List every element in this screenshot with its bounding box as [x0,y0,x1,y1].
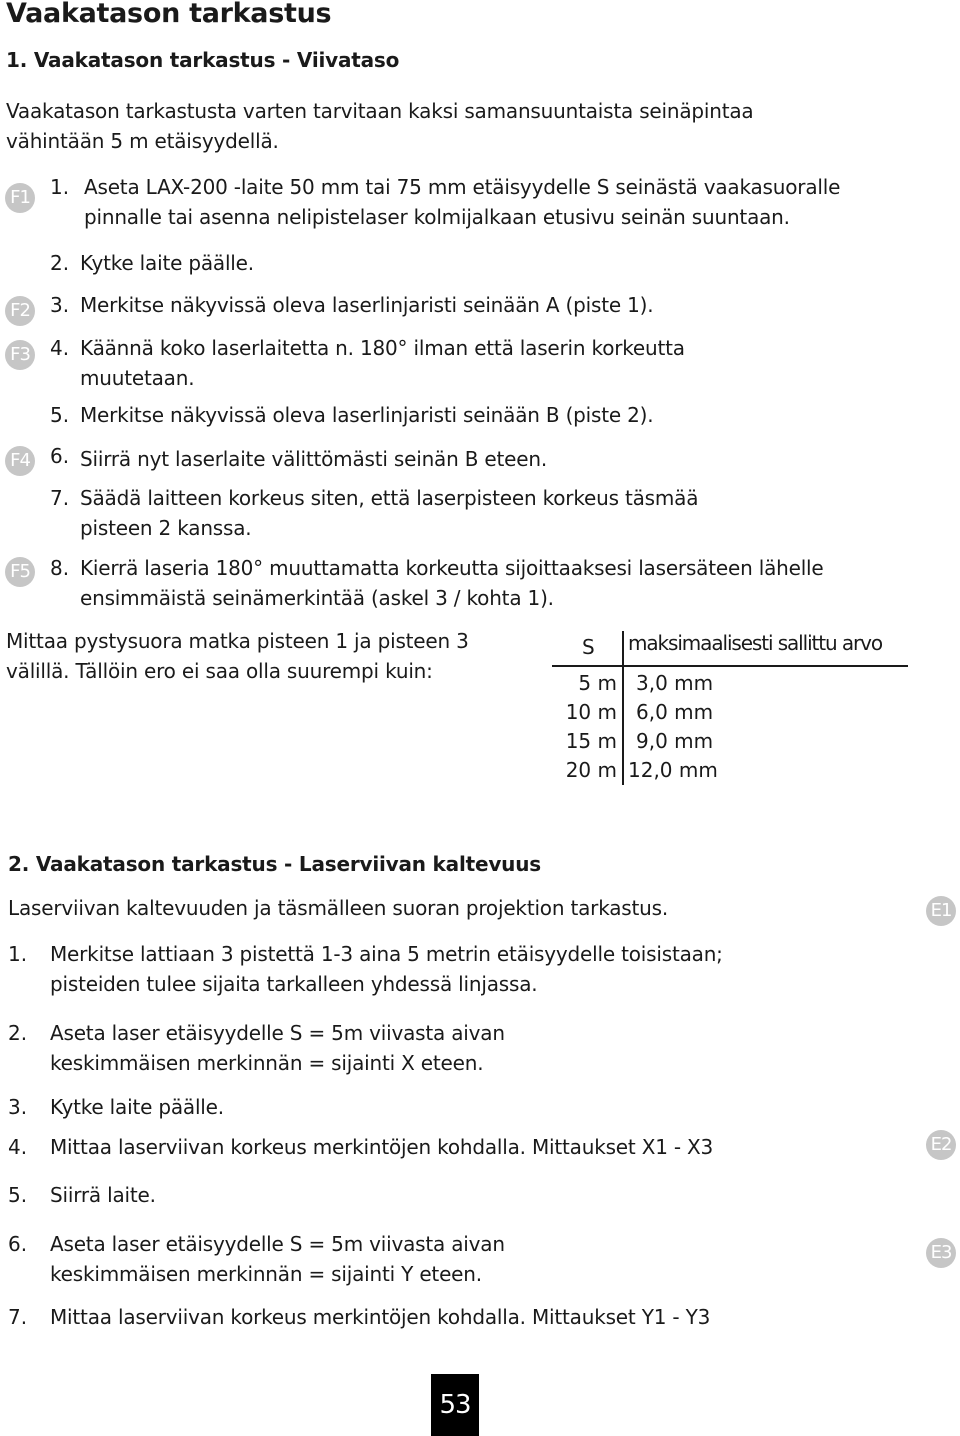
step-number: 8. [50,556,70,580]
step-number: 3. [50,293,70,317]
step-number: 5. [8,1183,28,1207]
table-cell-s: 20 m [565,758,617,782]
step-text: Kytke laite päälle. [50,1095,224,1119]
step-text: Siirrä laite. [50,1183,156,1207]
step-number: 3. [8,1095,28,1119]
step-number: 4. [8,1135,28,1159]
table-header-s: S [582,635,595,659]
step-text: Aseta laser etäisyydelle S = 5m viivasta aivan [50,1232,505,1256]
step-text: pinnalle tai asenna nelipistelaser kolmijalkaan etusivu seinän suuntaan. [84,205,790,229]
step-text: keskimmäisen merkinnän = sijainti X eteen. [50,1051,484,1075]
table-cell-s: 5 m [578,671,617,695]
step-number: 5. [50,403,70,427]
step-text: Kytke laite päälle. [80,251,254,275]
measure-instruction-line-2: välillä. Tällöin ero ei saa olla suurempi kuin: [6,659,433,683]
step-text: Mittaa laserviivan korkeus merkintöjen kohdalla. Mittaukset Y1 - Y3 [50,1305,711,1329]
step-text: Säädä laitteen korkeus siten, että laserpisteen korkeus täsmää [80,486,699,510]
figure-ref-badge-e1: E1 [926,896,956,926]
step-number: 6. [8,1232,28,1256]
step-text: Kierrä laseria 180° muuttamatta korkeutta sijoittaaksesi lasersäteen lähelle [80,556,824,580]
figure-ref-badge-f2: F2 [5,296,35,326]
step-text: muutetaan. [80,366,195,390]
section-1-heading: 1. Vaakatason tarkastus - Viivataso [6,48,400,72]
figure-ref-badge-e2: E2 [926,1130,956,1160]
figure-ref-badge-f3: F3 [5,340,35,370]
figure-ref-badge-f1: F1 [5,183,35,213]
figure-ref-badge-f5: F5 [5,557,35,587]
table-header-max: maksimaalisesti sallittu arvo [628,631,883,655]
figure-ref-badge-e3: E3 [926,1238,956,1268]
step-number: 7. [8,1305,28,1329]
table-cell-s: 10 m [565,700,617,724]
step-text: pisteiden tulee sijaita tarkalleen yhdessä linjassa. [50,972,538,996]
step-number: 4. [50,336,70,360]
measure-instruction-line-1: Mittaa pystysuora matka pisteen 1 ja pisteen 3 [6,629,469,653]
table-cell-s: 15 m [565,729,617,753]
step-text: Merkitse näkyvissä oleva laserlinjaristi seinään A (piste 1). [80,293,654,317]
step-number: 2. [8,1021,28,1045]
section-1-intro-line-2: vähintään 5 m etäisyydellä. [6,129,279,153]
step-number: 1. [8,942,28,966]
step-number: 7. [50,486,70,510]
step-text: Siirrä nyt laserlaite välittömästi seinän B eteen. [80,447,548,471]
step-text: Aseta LAX-200 -laite 50 mm tai 75 mm etäisyydelle S seinästä vaakasuoralle [84,175,841,199]
page-title: Vaakatason tarkastus [6,0,332,29]
step-text: keskimmäisen merkinnän = sijainti Y eteen. [50,1262,482,1286]
step-text: Mittaa laserviivan korkeus merkintöjen kohdalla. Mittaukset X1 - X3 [50,1135,714,1159]
table-column-rule [622,631,624,785]
step-text: pisteen 2 kanssa. [80,516,252,540]
table-cell-max: 3,0 mm [636,671,714,695]
step-text: Merkitse näkyvissä oleva laserlinjaristi seinään B (piste 2). [80,403,654,427]
section-1-intro-line-1: Vaakatason tarkastusta varten tarvitaan kaksi samansuuntaista seinäpintaa [6,99,754,123]
step-text: ensimmäistä seinämerkintää (askel 3 / kohta 1). [80,586,554,610]
page-number: 53 [431,1374,479,1436]
step-text: Merkitse lattiaan 3 pistettä 1-3 aina 5 metrin etäisyydelle toisistaan; [50,942,723,966]
section-2-intro: Laserviivan kaltevuuden ja täsmälleen suoran projektion tarkastus. [8,896,669,920]
table-header-rule [552,665,908,667]
table-cell-max: 9,0 mm [636,729,714,753]
step-text: Käännä koko laserlaitetta n. 180° ilman että laserin korkeutta [80,336,685,360]
step-number: 1. [50,175,70,199]
step-number: 2. [50,251,70,275]
table-cell-max: 12,0 mm [628,758,718,782]
table-cell-max: 6,0 mm [636,700,714,724]
step-number: 6. [50,444,70,468]
step-text: Aseta laser etäisyydelle S = 5m viivasta aivan [50,1021,505,1045]
figure-ref-badge-f4: F4 [5,446,35,476]
section-2-heading: 2. Vaakatason tarkastus - Laserviivan kaltevuus [8,852,541,876]
